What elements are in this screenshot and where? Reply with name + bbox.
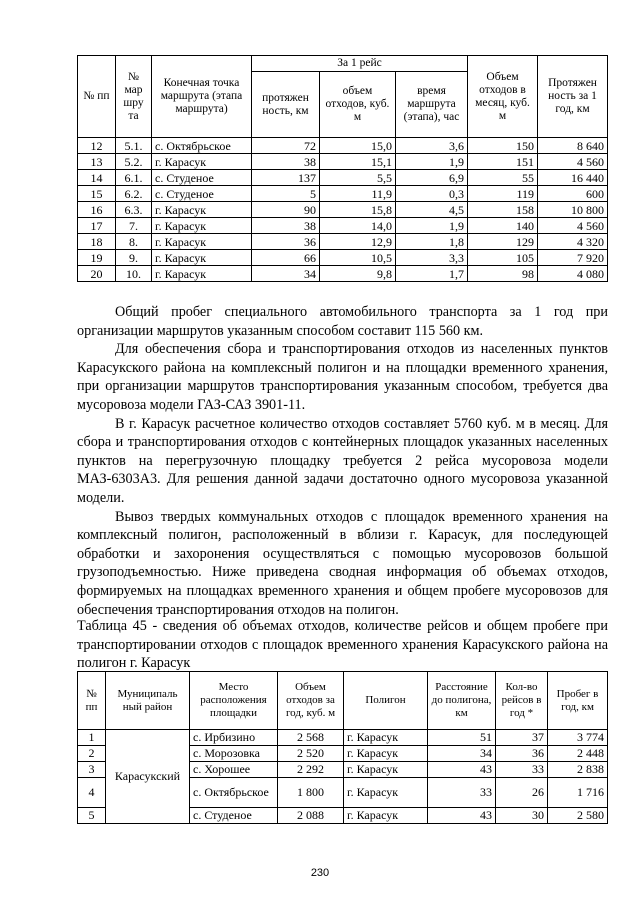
table-cell: 51 (428, 730, 496, 746)
table-cell: 10 800 (538, 202, 608, 218)
table-cell: 15 (78, 186, 116, 202)
paragraph: Для обеспечения сбора и транспортирования отходов из населенных пунктов Карасукского района на комплексный полигон и на площадки временного хранения, при организации маршрутов транспортирования указанным способом, требуется два мусоровоза модели ГАЗ-САЗ 3901-11. (77, 341, 608, 413)
table-cell: г. Карасук (344, 746, 428, 762)
table-row (78, 170, 608, 186)
table-cell: 5.2. (116, 154, 152, 170)
table-cell: 6.3. (116, 202, 152, 218)
table-cell: 7. (116, 218, 152, 234)
table-cell: 38 (252, 218, 320, 234)
table-cell: 6.2. (116, 186, 152, 202)
header-landfill: Полигон (344, 672, 428, 730)
table-cell: 55 (468, 170, 538, 186)
table-cell: 1,8 (396, 234, 468, 250)
table-cell: с. Морозовка (190, 746, 278, 762)
table-cell: 43 (428, 808, 496, 824)
table-cell: 3,6 (396, 138, 468, 154)
table-cell: 34 (252, 266, 320, 282)
table-cell: 2 (78, 746, 106, 762)
table-cell: г. Карасук (152, 250, 252, 266)
table-cell: 72 (252, 138, 320, 154)
table-cell: 5,5 (320, 170, 396, 186)
paragraph: В г. Карасук расчетное количество отходов составляет 5760 куб. м в месяц. Для сбора и транспортирования отходов с контейнерных площадок указанных населенных пунктов на перегрузочную площадку требуется 2 рейса мусоровоза модели МАЗ-6303А3. Для решения данной задачи достаточно одного мусоровоза указанной модели. (77, 415, 608, 506)
table-cell: 600 (538, 186, 608, 202)
table-cell: 30 (496, 808, 548, 824)
table-cell: 26 (496, 778, 548, 808)
table-cell: 33 (496, 762, 548, 778)
table-cell: г. Карасук (152, 154, 252, 170)
table-cell: 12 (78, 138, 116, 154)
table-cell: 8 640 (538, 138, 608, 154)
table-cell: 8. (116, 234, 152, 250)
table-cell: 37 (496, 730, 548, 746)
table-cell: г. Карасук (152, 234, 252, 250)
table-cell: 1 716 (548, 778, 608, 808)
table-cell: 3,3 (396, 250, 468, 266)
table-cell: 14,0 (320, 218, 396, 234)
table-cell: 1 (78, 730, 106, 746)
paragraph: Общий пробег специального автомобильного транспорта за 1 год при организации маршрутов указанным способом составит 115 560 км. (77, 304, 608, 339)
table-row (78, 138, 608, 154)
table-cell: 1 800 (278, 778, 344, 808)
table-cell: 36 (252, 234, 320, 250)
table-cell: с. Ирбизино (190, 730, 278, 746)
table-cell: 15,1 (320, 154, 396, 170)
table-cell: г. Карасук (344, 808, 428, 824)
table-cell: 14 (78, 170, 116, 186)
table-cell: 36 (496, 746, 548, 762)
header-volume: объем отходов, куб. м (320, 72, 396, 138)
district-cell: Карасукский (106, 730, 190, 824)
table-cell: 10,5 (320, 250, 396, 266)
table-cell: 2 088 (278, 808, 344, 824)
header-distance: Расстояние до полигона, км (428, 672, 496, 730)
table-cell: 98 (468, 266, 538, 282)
routes-table (77, 55, 608, 282)
table-cell: 11,9 (320, 186, 396, 202)
table-cell: с. Хорошее (190, 762, 278, 778)
table-cell: 17 (78, 218, 116, 234)
table-cell: 20 (78, 266, 116, 282)
table-cell: 119 (468, 186, 538, 202)
table-cell: с. Октябрьское (152, 138, 252, 154)
table-cell: 2 838 (548, 762, 608, 778)
table-cell: 6,9 (396, 170, 468, 186)
header-site: Место расположения площадки (190, 672, 278, 730)
table-cell: 129 (468, 234, 538, 250)
table-cell: г. Карасук (152, 218, 252, 234)
table-row (78, 250, 608, 266)
table-cell: 10. (116, 266, 152, 282)
table-cell: 137 (252, 170, 320, 186)
header-route-no: № мар шру та (116, 56, 152, 138)
table-cell: 3 (78, 762, 106, 778)
table-cell: 151 (468, 154, 538, 170)
table-cell: 4 080 (538, 266, 608, 282)
table-row (78, 218, 608, 234)
table-cell: с. Студеное (152, 170, 252, 186)
summary-table-body (78, 730, 608, 824)
table-cell: 18 (78, 234, 116, 250)
table-cell: 66 (252, 250, 320, 266)
header-per-trip: За 1 рейс (252, 56, 468, 72)
table-cell: 15,8 (320, 202, 396, 218)
summary-table (77, 671, 608, 824)
table-row (78, 202, 608, 218)
header-endpoint: Конечная точка маршрута (этапа маршрута) (152, 56, 252, 138)
header-annual-length: Протяжен ность за 1 год, км (538, 56, 608, 138)
table-cell: 4 560 (538, 154, 608, 170)
table-cell: г. Карасук (152, 266, 252, 282)
table-cell: 2 520 (278, 746, 344, 762)
table-row (78, 186, 608, 202)
table-row (78, 154, 608, 170)
header-volume: Объем отходов за год, куб. м (278, 672, 344, 730)
table-cell: 15,0 (320, 138, 396, 154)
table-cell: 0,3 (396, 186, 468, 202)
table-cell: 38 (252, 154, 320, 170)
table-cell: 90 (252, 202, 320, 218)
page-number: 230 (310, 867, 330, 879)
header-num: № пп (78, 672, 106, 730)
header-num: № пп (78, 56, 116, 138)
table-cell: 33 (428, 778, 496, 808)
table-cell: 19 (78, 250, 116, 266)
body-text (77, 303, 608, 619)
table-cell: 12,9 (320, 234, 396, 250)
table-cell: 1,9 (396, 218, 468, 234)
paragraph: Вывоз твердых коммунальных отходов с площадок временного хранения на комплексный полигон, расположенный в вблизи г. Карасук, для последующей обработки и захоронения осуществляться с помощью мусоровозов большой грузоподъемностью. Ниже приведена сводная информация об объемах отходов, формируемых на площадках временного хранения и общем пробеге мусоровозов для обеспечения транспортирования отходов на полигон. (77, 508, 608, 618)
header-trips: Кол-во рейсов в год * (496, 672, 548, 730)
table-cell: с. Студеное (152, 186, 252, 202)
table-cell: 7 920 (538, 250, 608, 266)
table-cell: 158 (468, 202, 538, 218)
table-cell: 4 (78, 778, 106, 808)
table-cell: 2 580 (548, 808, 608, 824)
table-cell: 5 (252, 186, 320, 202)
table-cell: 4 320 (538, 234, 608, 250)
table-cell: г. Карасук (152, 202, 252, 218)
table-cell: 4,5 (396, 202, 468, 218)
table-cell: 2 448 (548, 746, 608, 762)
routes-table-body (78, 138, 608, 282)
table-cell: с. Студеное (190, 808, 278, 824)
table-cell: 150 (468, 138, 538, 154)
header-monthly: Объем отходов в месяц, куб. м (468, 56, 538, 138)
table-cell: 105 (468, 250, 538, 266)
table-cell: 2 292 (278, 762, 344, 778)
table-cell: 6.1. (116, 170, 152, 186)
table-cell: 3 774 (548, 730, 608, 746)
table-cell: г. Карасук (344, 730, 428, 746)
table-cell: 5 (78, 808, 106, 824)
header-mileage: Пробег в год, км (548, 672, 608, 730)
table-cell: 2 568 (278, 730, 344, 746)
table-cell: г. Карасук (344, 762, 428, 778)
table-caption: Таблица 45 - сведения об объемах отходов, количестве рейсов и общем пробеге при транспортировании отходов с площадок временного хранения Карасукского района на полигон г. Карасук (77, 618, 608, 672)
table-cell: 4 560 (538, 218, 608, 234)
table-cell: 16 (78, 202, 116, 218)
table-cell: 13 (78, 154, 116, 170)
table-row (78, 730, 608, 746)
header-length: протяжен ность, км (252, 72, 320, 138)
table-cell: 1,7 (396, 266, 468, 282)
table-cell: с. Октябрьское (190, 778, 278, 808)
table-row (78, 234, 608, 250)
header-district: Муниципаль ный район (106, 672, 190, 730)
table-cell: 43 (428, 762, 496, 778)
table-cell: 1,9 (396, 154, 468, 170)
table-cell: 34 (428, 746, 496, 762)
table-cell: 5.1. (116, 138, 152, 154)
table-cell: г. Карасук (344, 778, 428, 808)
table-cell: 16 440 (538, 170, 608, 186)
table-row (78, 266, 608, 282)
table-cell: 9. (116, 250, 152, 266)
table-cell: 9,8 (320, 266, 396, 282)
header-time: время маршрута (этапа), час (396, 72, 468, 138)
table-cell: 140 (468, 218, 538, 234)
